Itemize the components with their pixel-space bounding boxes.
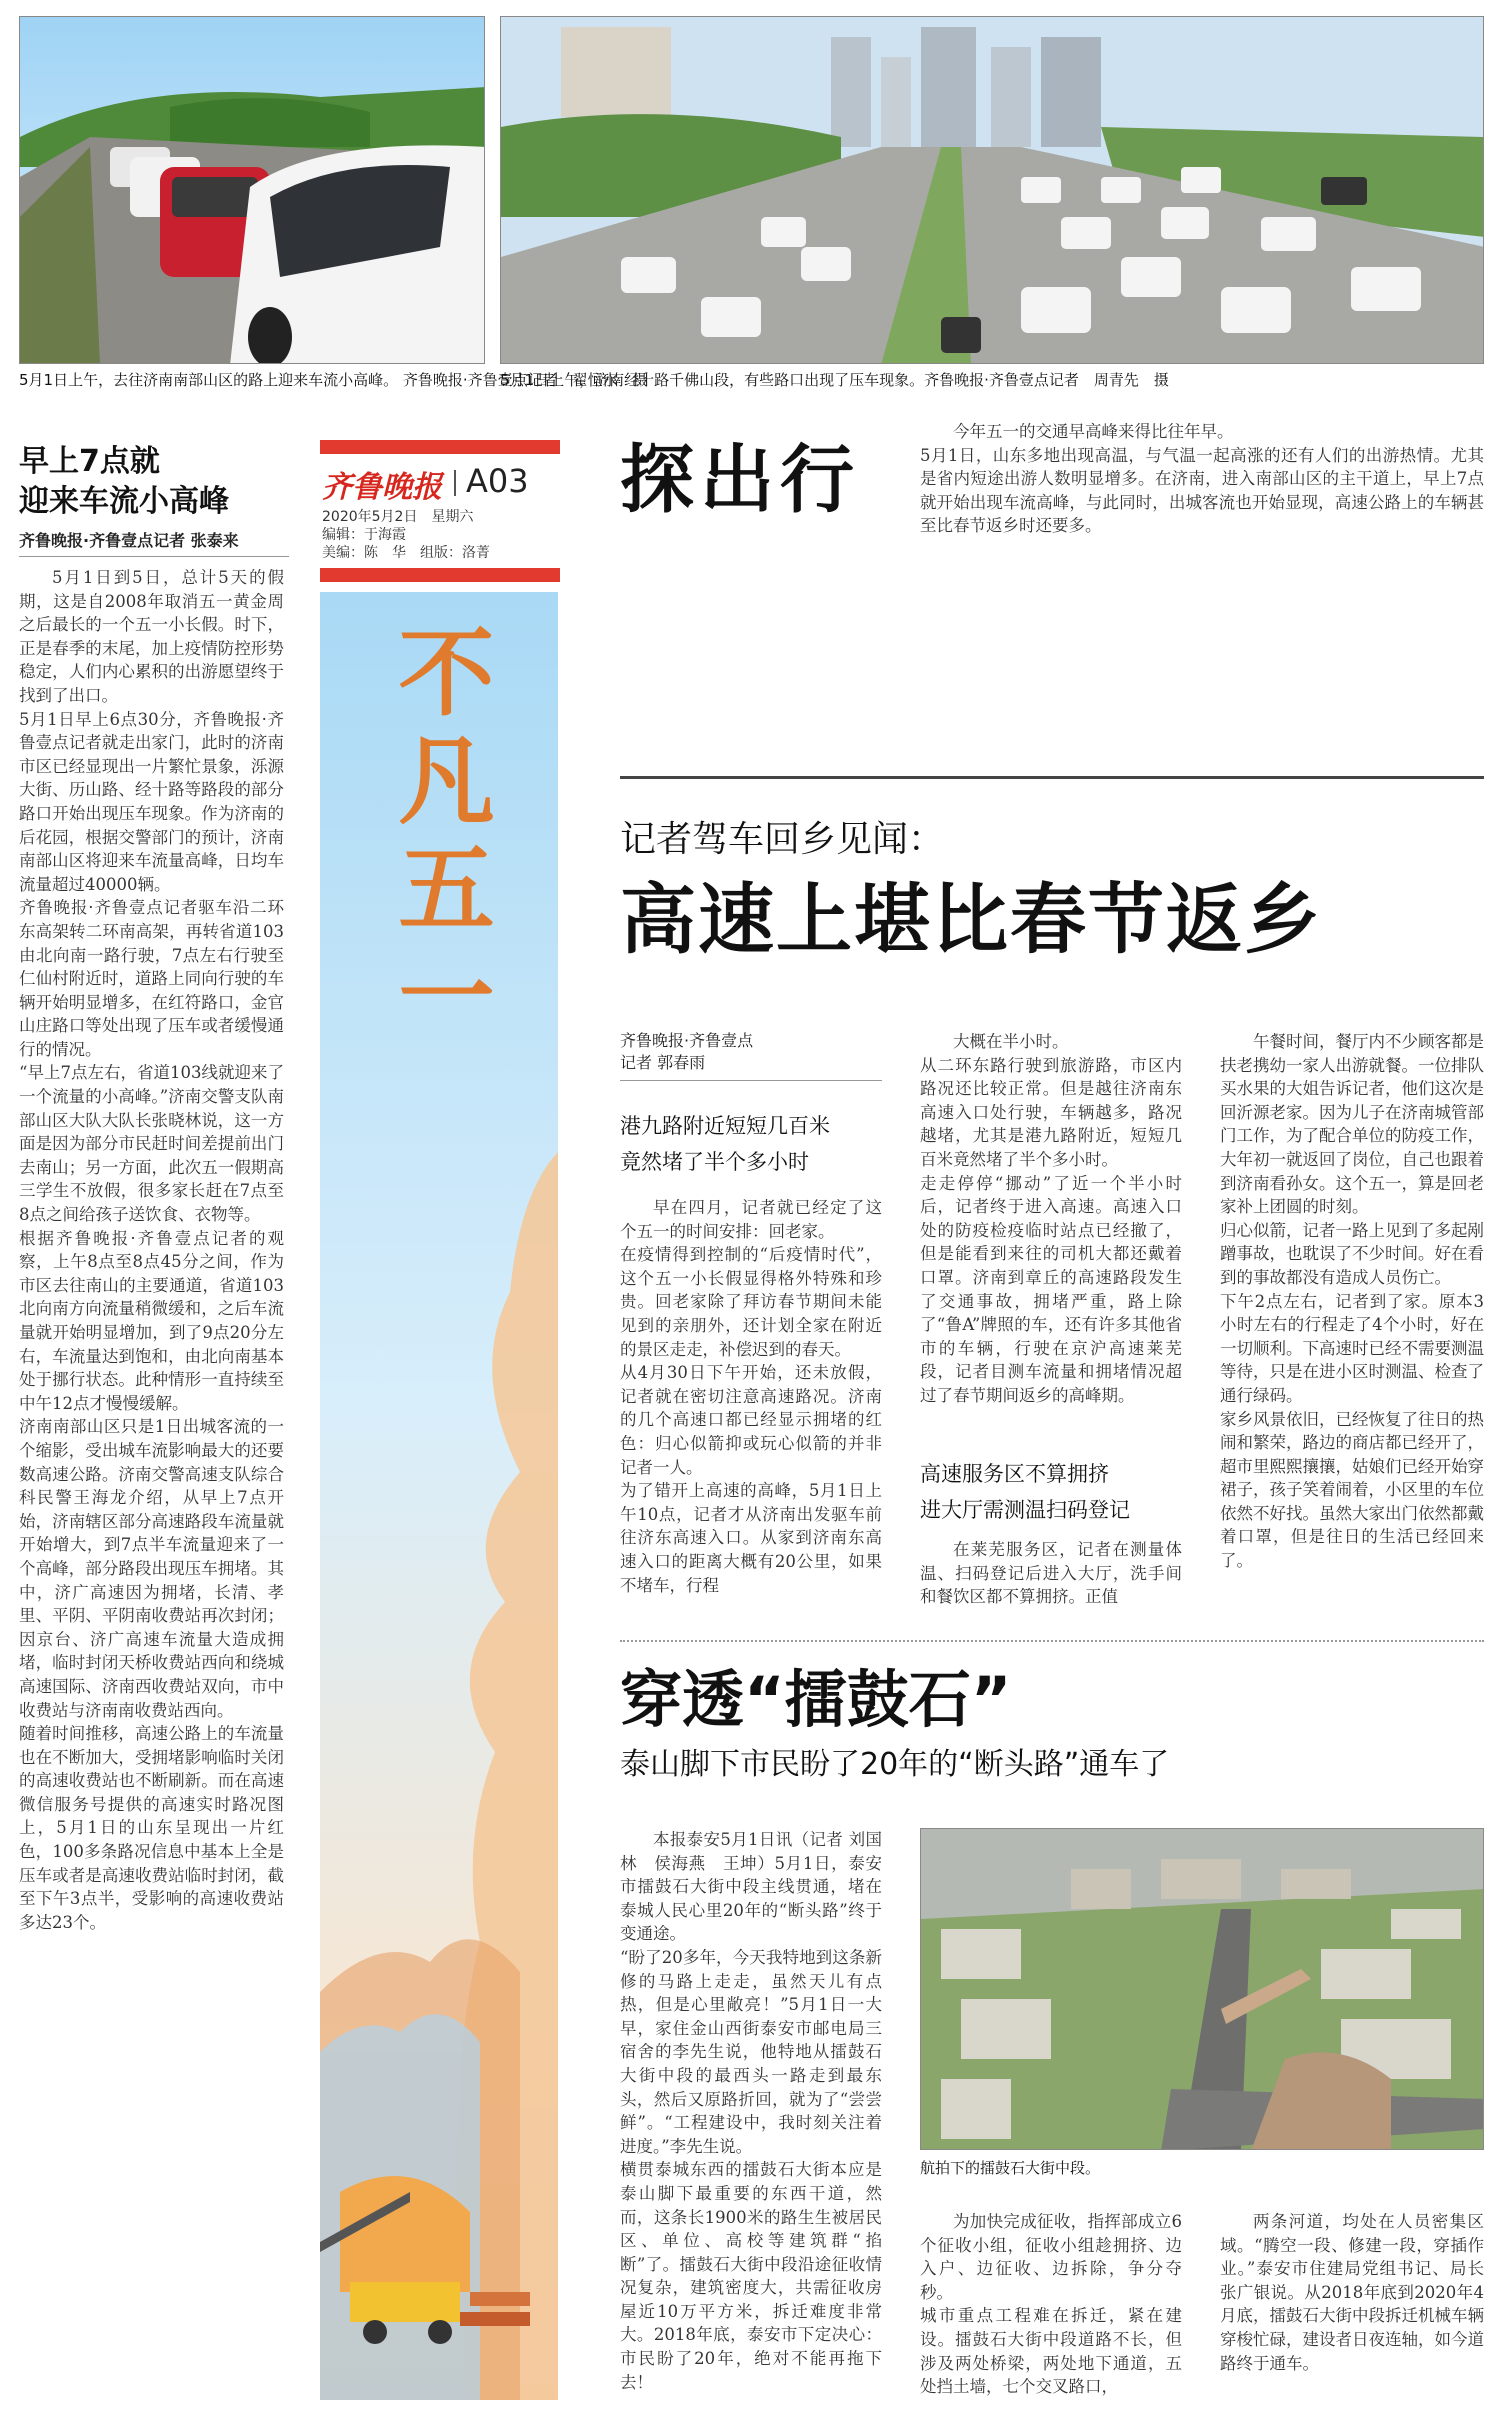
photo-leigushi-aerial	[920, 1828, 1484, 2150]
bottom-article-col3: 两条河道，均处在人员密集区域。“腾空一段、修建一段，穿插作业。”泰安市住建局党组书记、局长张广银说。从2018年底到2020年4月底，擂鼓石大街中段拆迁机械车辆穿梭忙碌，建设者日夜连轴，如今道路终于通车。	[1220, 2212, 1484, 2373]
masthead-divider	[454, 470, 456, 496]
main-subhead-1	[620, 1108, 882, 1180]
banner-text: 不凡五一	[383, 622, 496, 1054]
photo-highway-traffic	[19, 16, 485, 364]
main-byline-line1: 齐鲁晚报·齐鲁壹点	[620, 1031, 754, 1050]
photo-jingshi-road-image	[501, 17, 1484, 364]
left-article-byline: 齐鲁晚报·齐鲁壹点记者 张泰来	[19, 531, 239, 550]
photo-caption-bottom: 航拍下的擂鼓石大街中段。	[920, 2159, 1101, 2177]
masthead-paper-name: 齐鲁晚报	[322, 470, 442, 505]
main-subhead-2	[920, 1456, 1182, 1528]
left-article-title	[19, 442, 299, 522]
main-article-byline	[620, 1030, 885, 1074]
main-article-col2-bottom: 在莱芜服务区，记者在测量体温、扫码登记后进入大厅，洗手间和餐饮区都不算拥挤。正值	[920, 1540, 1182, 1607]
bottom-article-headline: 穿透“擂鼓石”	[620, 1663, 1012, 1736]
photo-leigushi-aerial-image	[921, 1829, 1484, 2150]
photo-caption-left: 5月1日上午，去往济南南部山区的路上迎来车流小高峰。 齐鲁晚报·齐鲁壹点记者 翟恒水 摄	[19, 371, 648, 389]
bottom-article-col2: 为加快完成征收，指挥部成立6个征收小组，征收小组趁拥挤、边入户、边征收、边拆除，争分夺秒。 城市重点工程难在拆迁，紧在建设。擂鼓石大街中段道路不长，但涉及两处桥梁，两处地下通道，五处挡土墙，七个交叉路口，	[920, 2212, 1182, 2397]
section-intro: 今年五一的交通早高峰来得比往年早。 5月1日，山东多地出现高温，与气温一起高涨的还有人们的出游热情。尤其是省内短途出游人数明显增多。在济南，进入南部山区的主干道上，早上7点就开始出现车流高峰，与此同时，出城客流也开始显现，高速公路上的车辆甚至比春节返乡时还要多。	[920, 422, 1484, 536]
masthead-date: 2020年5月2日 星期六	[322, 509, 474, 525]
bottom-article-subheadline: 泰山脚下市民盼了20年的“断头路”通车了	[620, 1747, 1170, 1782]
left-byline-divider	[19, 556, 289, 557]
bottom-section-divider	[620, 1640, 1484, 1642]
main-subhead-1-line2: 竟然堵了半个多小时	[620, 1150, 809, 1174]
bottom-article-col1: 本报泰安5月1日讯（记者 刘国林 侯海燕 王坤）5月1日，泰安市擂鼓石大街中段主线贯通，堵在泰城人民心里20年的“断头路”终于变通途。 “盼了20多年，今天我特地到这条新修的马路上走走，虽然天儿有点热，但是心里敞亮！”5月1日一大早，家住金山西街泰安市邮电局三宿舍的李先生说，他特地从擂鼓石大街中段的最西头一路走到最东头，然后又原路折回，就为了“尝尝鲜”。“工程建设中，我时刻关注着进度。”李先生说。 横贯泰城东西的擂鼓石大街本应是泰山脚下最重要的东西干道，然而，这条长1900米的路生生被居民区、单位、高校等建筑群“掐断”了。擂鼓石大街中段沿途征收情况复杂，建筑密度大，共需征收房屋近10万平方米，拆迁难度非常大。2018年底，泰安市下定决心：市民盼了20年，绝对不能再拖下去！	[620, 1830, 882, 2392]
masthead-bottom-bar	[320, 568, 560, 582]
main-byline-line2: 记者 郭春雨	[620, 1053, 706, 1072]
main-subhead-2-line1: 高速服务区不算拥挤	[920, 1462, 1109, 1486]
left-article-title-line2: 迎来车流小高峰	[19, 484, 229, 519]
left-article-body: 5月1日到5日，总计5天的假期，这是自2008年取消五一黄金周之后最长的一个五一小长假。时下，正是春季的末尾，加上疫情防控形势稳定，人们内心累积的出游愿望终于找到了出口。 5月1日早上6点30分，齐鲁晚报·齐鲁壹点记者就走出家门，此时的济南市区已经显现出一片繁忙景象，泺源大街、历山路、经十路等路段的部分路口开始出现压车现象。作为济南的后花园，根据交警部门的预计，济南南部山区将迎来车流量高峰，日均车流量超过40000辆。 齐鲁晚报·齐鲁壹点记者驱车沿二环东高架转二环南高架，再转省道103由北向南一路行驶，7点左右行驶至仁仙村附近时，道路上同向行驶的车辆开始明显增多，在红符路口，金官山庄路口等处出现了压车或者缓慢通行的情况。 “早上7点左右，省道103线就迎来了一个流量的小高峰。”济南交警支队南部山区大队大队长张晓林说，这一方面是因为部分市民赶时间差提前出门去南山；另一方面，此次五一假期高三学生不放假，很多家长赶在7点至8点之间给孩子送饮食、衣物等。 根据齐鲁晚报·齐鲁壹点记者的观察，上午8点至8点45分之间，作为市区去往南山的主要通道，省道103北向南方向流量稍微缓和，之后车流量就开始明显增加，到了9点20分左右，车流量达到饱和，由北向南基本处于挪行状态。此种情形一直持续至中午12点才慢慢缓解。 济南南部山区只是1日出城客流的一个缩影，受出城车流影响最大的还要数高速公路。济南交警高速支队综合科民警王海龙介绍，从早上7点开始，济南辖区部分高速路段车流量就开始增大，到7点半车流量迎来了一个高峰，部分路段出现压车拥堵。其中，济广高速因为拥堵，长清、孝里、平阴、平阴南收费站再次封闭；因京台、济广高速车流量大造成拥堵，临时封闭天桥收费站西向和绕城高速国际、济南西收费站双向，市中收费站与济南南收费站西向。 随着时间推移，高速公路上的车流量也在不断加大，受拥堵影响临时关闭的高速收费站也不断刷新。而在高速微信服务号提供的高速实时路况图上，5月1日的山东呈现出一片红色，100多条路况信息中基本上全是压车或者是高速收费站临时封闭，截至下午3点半，受影响的高速收费站多达23个。	[19, 568, 284, 1932]
section-title: 探出行	[620, 437, 860, 523]
main-article-col3: 午餐时间，餐厅内不少顾客都是扶老携幼一家人出游就餐。一位排队买水果的大姐告诉记者，他们这次是回沂源老家。因为儿子在济南城管部门工作，为了配合单位的防疫工作，大年初一就返回了岗位，自己也跟着到济南看孙女。这个五一，算是回老家补上团圆的时刻。 归心似箭，记者一路上见到了多起剐蹭事故，也耽误了不少时间。好在看到的事故都没有造成人员伤亡。 下午2点左右，记者到了家。原本3小时左右的行程走了4个小时，好在一切顺利。下高速时已经不需要测温等待，只是在进小区时测温、检查了通行绿码。 家乡风景依旧，已经恢复了往日的热闹和繁荣，路边的商店都已经开了，超市里熙熙攘攘，姑娘们已经开始穿裙子，孩子笑着闹着，小区里的车位依然不好找。虽然大家出门依然都戴着口罩，但是往日的生活已经回来了。	[1220, 1032, 1484, 1571]
main-article-col1: 早在四月，记者就已经定了这个五一的时间安排：回老家。 在疫情得到控制的“后疫情时代”，这个五一小长假显得格外特殊和珍贵。回老家除了拜访春节期间未能见到的亲朋外，还计划全家在附近的景区走走，补偿迟到的春天。 从4月30日下午开始，还未放假，记者就在密切注意高速路况。济南的几个高速口都已经显示拥堵的红色：归心似箭抑或玩心似箭的并非记者一人。 为了错开上高速的高峰，5月1日上午10点，记者才从济南出发驱车前往济东高速入口。从家到济南东高速入口的距离大概有20公里，如果不堵车，行程	[620, 1198, 882, 1595]
photo-jingshi-road	[500, 16, 1484, 364]
main-subhead-1-line1: 港九路附近短短几百米	[620, 1114, 830, 1138]
masthead-page-number: A03	[466, 462, 529, 500]
photo-highway-traffic-image	[20, 17, 485, 364]
masthead	[320, 458, 560, 564]
photo-caption-right: 5月1日上午，济南经十路千佛山段，有些路口出现了压车现象。齐鲁晚报·齐鲁壹点记者 周青先 摄	[500, 371, 1169, 389]
masthead-editor: 编辑：于海霞	[322, 527, 406, 543]
masthead-design: 美编：陈 华 组版：洛菁	[322, 545, 490, 561]
banner-illustration	[320, 592, 558, 2400]
main-article-col2-top: 大概在半小时。 从二环东路行驶到旅游路，市区内路况还比较正常。但是越往济南东高速入口处行驶，车辆越多，路况越堵，尤其是港九路附近，短短几百米竟然堵了半个多小时。 走走停停“挪动”了近一个半小时后，记者终于进入高速。高速入口处的防疫检疫临时站点已经撤了，但是能看到来往的司机大都还戴着口罩。济南到章丘的高速路段发生了交通事故，拥堵严重，路上除了“鲁A”牌照的车，还有许多其他省市的车辆，行驶在京沪高速莱芜段，记者目测车流量和拥堵情况超过了春节期间返乡的高峰期。	[920, 1032, 1182, 1405]
masthead-top-bar	[320, 440, 560, 454]
main-byline-divider	[620, 1080, 882, 1081]
left-article-title-line1: 早上7点就	[19, 444, 160, 479]
main-article-kicker: 记者驾车回乡见闻：	[620, 819, 945, 860]
main-article-headline: 高速上堪比春节返乡	[620, 875, 1322, 964]
main-subhead-2-line2: 进大厅需测温扫码登记	[920, 1498, 1130, 1522]
section-divider	[620, 776, 1484, 779]
